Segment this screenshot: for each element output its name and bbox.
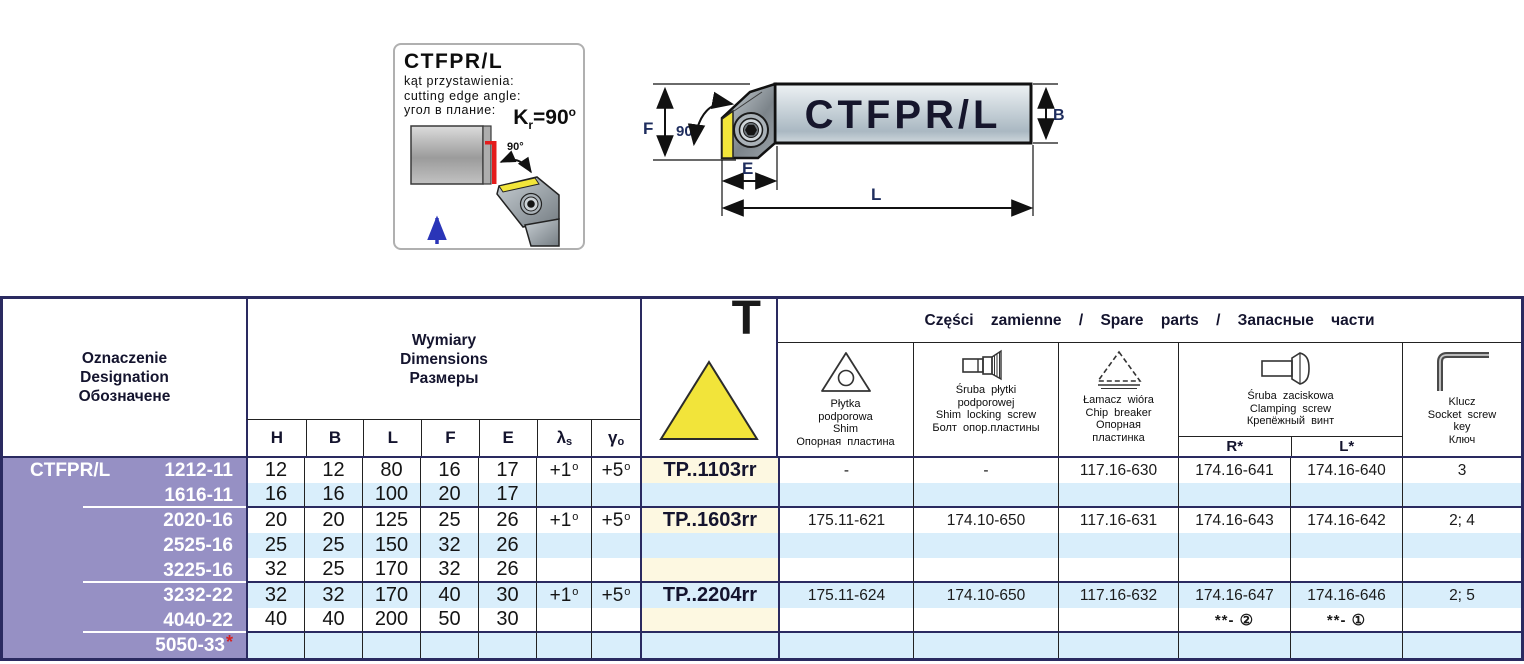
col-gamma: γ $_o$ — [591, 420, 640, 456]
machining-schematic — [397, 120, 583, 248]
cell-e: 17 — [478, 458, 536, 483]
cell-rs — [1178, 533, 1290, 558]
cell-key: 3 — [1402, 458, 1521, 483]
cell-ins — [640, 483, 778, 508]
shim-screw-icon — [960, 349, 1012, 381]
cell-lsc: **- ① — [1290, 608, 1402, 633]
cell-rs: 174.16-641 — [1178, 458, 1290, 483]
col-lambda: λ $_s$ — [537, 420, 592, 456]
cell-sscrew — [913, 608, 1058, 633]
cell-l: 150 — [362, 533, 420, 558]
cell-b — [304, 633, 362, 658]
cell-lsc: 174.16-640 — [1290, 458, 1402, 483]
cell-l: 125 — [362, 508, 420, 533]
cell-b: 32 — [304, 583, 362, 608]
cell-b: 16 — [304, 483, 362, 508]
cell-h: 12 — [246, 458, 304, 483]
hex-key-icon — [1431, 349, 1493, 393]
cell-chip: 117.16-630 — [1058, 458, 1178, 483]
cell-ins: TP..2204rr — [640, 583, 778, 608]
designation-cell: CTFPR/L 1212-11 — [3, 458, 246, 483]
cell-e: 26 — [478, 508, 536, 533]
chip-breaker-icon — [1092, 349, 1146, 391]
cell-key: 2; 4 — [1402, 508, 1521, 533]
cell-key — [1402, 558, 1521, 583]
cell-shim — [778, 483, 913, 508]
cell-ls: +1 o — [536, 583, 591, 608]
col-f: F — [421, 420, 479, 456]
cell-key — [1402, 633, 1521, 658]
cell-f: 32 — [420, 533, 478, 558]
cell-l — [362, 633, 420, 658]
cell-key — [1402, 533, 1521, 558]
dimension-columns-header — [246, 419, 640, 456]
cell-rs — [1178, 483, 1290, 508]
cell-b: 12 — [304, 458, 362, 483]
shim-column-header: Płytka podporowa Shim Опорная пластина — [778, 343, 913, 456]
designation-cell: 3232-22 — [3, 583, 246, 608]
cell-key — [1402, 608, 1521, 633]
designation-header: Oznaczenie Designation Обозначене — [78, 350, 171, 405]
cell-f: 50 — [420, 608, 478, 633]
drawing-body-label: CTFPR/L — [804, 93, 1002, 137]
cell-lsc: 174.16-642 — [1290, 508, 1402, 533]
cell-ins — [640, 533, 778, 558]
cell-e: 17 — [478, 483, 536, 508]
cell-f: 20 — [420, 483, 478, 508]
label-en: cutting edge angle: — [404, 88, 522, 103]
designation-cell: 4040-22 — [3, 608, 246, 633]
cell-shim — [778, 608, 913, 633]
cell-f: 25 — [420, 508, 478, 533]
designation-cell: 2020-16 — [3, 508, 246, 533]
cell-rs: **- ② — [1178, 608, 1290, 633]
cell-go — [591, 633, 640, 658]
cell-go: +5 o — [591, 458, 640, 483]
cell-ls — [536, 558, 591, 583]
cell-rs: 174.16-643 — [1178, 508, 1290, 533]
cell-go — [591, 608, 640, 633]
cell-h — [246, 633, 304, 658]
cell-f — [420, 633, 478, 658]
cell-l: 170 — [362, 583, 420, 608]
triangle-insert-icon — [657, 359, 761, 443]
cell-ls — [536, 633, 591, 658]
cell-l: 100 — [362, 483, 420, 508]
cell-l: 80 — [362, 458, 420, 483]
spare-parts-title: Części zamienne / Spare parts / Запасные части — [778, 299, 1521, 343]
cell-go — [591, 483, 640, 508]
shim-screw-column-header: Śruba płytki podporowej Shim locking screw Болт опор.пластины — [913, 343, 1058, 456]
dim-e-label: E — [742, 159, 754, 178]
cell-rs: 174.16-647 — [1178, 583, 1290, 608]
cell-sscrew — [913, 483, 1058, 508]
designation-cell: 2525-16 — [3, 533, 246, 558]
designation-cell: 1616-11 — [3, 483, 246, 508]
shim-icon — [819, 349, 873, 395]
mini-angle-label: 90° — [507, 141, 524, 153]
cell-h: 32 — [246, 583, 304, 608]
table-body — [3, 456, 1521, 658]
catalog-table — [0, 292, 1524, 661]
cell-go — [591, 558, 640, 583]
cell-shim: 175.11-624 — [778, 583, 913, 608]
col-r-star: R* — [1226, 438, 1244, 455]
cell-h: 16 — [246, 483, 304, 508]
cell-f: 16 — [420, 458, 478, 483]
key-column-header: Klucz Socket screw key Ключ — [1402, 343, 1521, 456]
cell-h: 40 — [246, 608, 304, 633]
cell-ls — [536, 483, 591, 508]
cell-shim — [778, 533, 913, 558]
cell-lsc — [1290, 633, 1402, 658]
cell-e — [478, 633, 536, 658]
cell-f: 40 — [420, 583, 478, 608]
cell-key: 2; 5 — [1402, 583, 1521, 608]
cell-h: 32 — [246, 558, 304, 583]
cell-sscrew — [913, 533, 1058, 558]
cell-b: 25 — [304, 533, 362, 558]
insert — [722, 111, 733, 158]
cell-chip — [1058, 633, 1178, 658]
cell-l: 170 — [362, 558, 420, 583]
cell-h: 20 — [246, 508, 304, 533]
dim-l-label: L — [871, 185, 882, 204]
clamp-rl-subheader — [1179, 436, 1402, 456]
cell-sscrew: - — [913, 458, 1058, 483]
angle-label: 90° — [676, 123, 699, 140]
clamping-screw-icon — [1256, 349, 1326, 387]
cell-e: 30 — [478, 583, 536, 608]
dimensions-header: Wymiary Dimensions Размеры — [246, 299, 640, 419]
cell-chip — [1058, 533, 1178, 558]
cell-sscrew: 174.10-650 — [913, 508, 1058, 533]
label-pl: kąt przystawienia: — [404, 74, 515, 88]
cell-shim — [778, 558, 913, 583]
chip-breaker-column-header: Łamacz wióra Chip breaker Опорная пластинка — [1058, 343, 1178, 456]
tool-info-box — [393, 43, 585, 250]
cell-e: 26 — [478, 533, 536, 558]
cell-rs — [1178, 633, 1290, 658]
cell-ls — [536, 533, 591, 558]
insert-shape-letter: T — [731, 292, 761, 345]
col-e: E — [479, 420, 537, 456]
cell-shim: 175.11-621 — [778, 508, 913, 533]
dim-b-label: B — [1053, 107, 1065, 124]
cutting-angle-value: $K_r=90^o$ — [513, 105, 576, 133]
cell-ins: TP..1103rr — [640, 458, 778, 483]
cell-h: 25 — [246, 533, 304, 558]
cell-l: 200 — [362, 608, 420, 633]
insert-column-header — [640, 292, 778, 456]
cell-go — [591, 533, 640, 558]
cell-lsc — [1290, 558, 1402, 583]
cell-chip: 117.16-631 — [1058, 508, 1178, 533]
workpiece-cylinder — [411, 126, 483, 184]
cell-lsc: 174.16-646 — [1290, 583, 1402, 608]
cell-ins — [640, 633, 778, 658]
cell-go: +5 o — [591, 508, 640, 533]
cell-ls: +1 o — [536, 458, 591, 483]
tool-holder-drawing — [638, 48, 1088, 238]
cell-rs — [1178, 558, 1290, 583]
cell-shim: - — [778, 458, 913, 483]
cell-f: 32 — [420, 558, 478, 583]
col-l-star: L* — [1291, 437, 1403, 456]
cell-e: 26 — [478, 558, 536, 583]
cell-ins: TP..1603rr — [640, 508, 778, 533]
col-h: H — [270, 428, 283, 447]
col-b: B — [306, 420, 364, 456]
cell-shim — [778, 633, 913, 658]
cell-chip — [1058, 483, 1178, 508]
cell-b: 40 — [304, 608, 362, 633]
dim-f-label: F — [643, 119, 654, 138]
cell-ins — [640, 558, 778, 583]
col-l: L — [363, 420, 421, 456]
cell-chip: 117.16-632 — [1058, 583, 1178, 608]
cell-sscrew — [913, 633, 1058, 658]
cell-ls — [536, 608, 591, 633]
cell-go: +5 o — [591, 583, 640, 608]
cell-e: 30 — [478, 608, 536, 633]
cell-b: 20 — [304, 508, 362, 533]
label-ru: угол в плание: — [404, 103, 496, 117]
cell-sscrew: 174.10-650 — [913, 583, 1058, 608]
cell-chip — [1058, 558, 1178, 583]
cell-lsc — [1290, 533, 1402, 558]
cell-ins — [640, 608, 778, 633]
designation-cell: 3225-16 — [3, 558, 246, 583]
cell-sscrew — [913, 558, 1058, 583]
cell-chip — [1058, 608, 1178, 633]
cell-lsc — [1290, 483, 1402, 508]
tool-family-title: CTFPR/L — [404, 50, 504, 73]
clamping-screw-column-header: Śruba zaciskowa Clamping screw Крепёжный винт R* L* — [1178, 343, 1402, 456]
cell-ls: +1 o — [536, 508, 591, 533]
designation-cell: 5050-33 * — [3, 633, 246, 658]
cell-b: 25 — [304, 558, 362, 583]
cell-key — [1402, 483, 1521, 508]
